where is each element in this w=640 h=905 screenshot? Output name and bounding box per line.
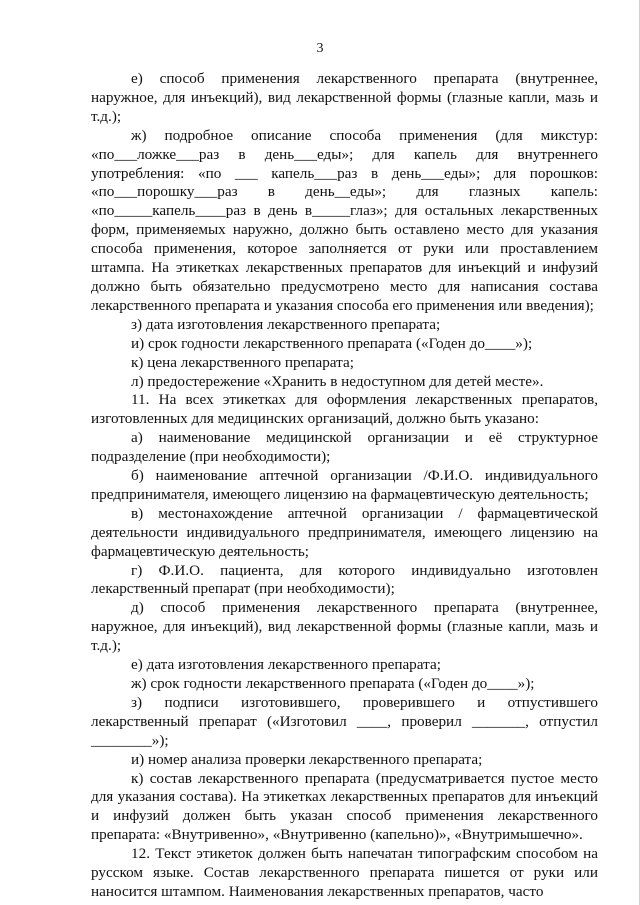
section-11-heading: 11. На всех этикетках для оформления лекарственных препаратов, изготовленных для медицинских организаций, должно быть указано: xyxy=(91,391,598,428)
item-d-application-method: д) способ применения лекарственного препарата (внутреннее, наружное, для инъекций), вид лекарственной формы (глазные капли, мазь и т.д.); xyxy=(91,599,598,655)
page-number: 3 xyxy=(316,41,324,56)
item-v-location: в) местонахождение аптечной организации / фармацевтической деятельности индивидуального предпринимателя, имеющего лицензию на фармацевтическую деятельность; xyxy=(91,504,598,560)
document-body xyxy=(91,70,598,902)
item-e-manufacture-date: е) дата изготовления лекарственного препарата; xyxy=(131,656,441,674)
item-k-price: к) цена лекарственного препарата; xyxy=(131,353,354,371)
item-e-application-method: е) способ применения лекарственного препарата (внутреннее, наружное, для инъекций), вид лекарственной формы (глазные капли, мазь и т.д.); xyxy=(91,70,598,125)
item-a-medical-organization: а) наименование медицинской организации и её структурное подразделение (при необходимости); xyxy=(91,429,598,466)
item-g-patient-name: г) Ф.И.О. пациента, для которого индивидуально изготовлен лекарственный препарат (при необходимости); xyxy=(91,561,598,598)
item-z-signatures: з) подписи изготовившего, проверившего и отпустившего лекарственный препарат («Изготовил ____, проверил _______, отпустил ________»); xyxy=(91,693,598,749)
item-l-warning: л) предостережение «Хранить в недоступном для детей месте». xyxy=(131,372,544,390)
item-b-pharmacy-name: б) наименование аптечной организации /Ф.И.О. индивидуального предпринимателя, имеющего лицензию на фармацевтическую деятельность; xyxy=(91,467,598,503)
item-i-expiry-date: и) срок годности лекарственного препарата («Годен до____»); xyxy=(131,334,533,352)
item-i-analysis-number: и) номер анализа проверки лекарственного препарата; xyxy=(131,750,483,768)
item-zh-detailed-description: ж) подробное описание способа применения (для микстур: «по___ложке___раз в день___еды»; для капель для внутреннего употребления: «по ___ капель___раз в день___еды»; для порошков: «по___порошку___раз в день__еды»; для глазных капель: «по_____капель____раз в день в_____глаз»; для остальных лекарственных форм, применяемых наружно, должно быть оставлено место для указания способа применения, которое заполняется от руки или проставлением штампа. На этикетках лекарственных препаратов для инъекций и инфузий должно быть обязательно предусмотрено место для написания состава лекарственного препарата и указания способа его применения или введения); xyxy=(91,126,598,314)
item-z-manufacture-date: з) дата изготовления лекарственного препарата; xyxy=(131,315,441,333)
item-k-composition: к) состав лекарственного препарата (предусматривается пустое место для указания состава). На этикетках лекарственных препаратов для инъекций и инфузий должен быть указан способ применения лекарственного препарата: «Внутривенно», «Внутривенно (капельно)», «Внутримышечно». xyxy=(91,769,598,844)
item-zh-expiry-date: ж) срок годности лекарственного препарата («Годен до____»); xyxy=(131,675,535,692)
section-12-text: 12. Текст этикеток должен быть напечатан типографским способом на русском языке. Состав лекарственного препарата пишется от руки или наносится штампом. Наименования лекарственных препаратов, часто xyxy=(91,845,598,900)
